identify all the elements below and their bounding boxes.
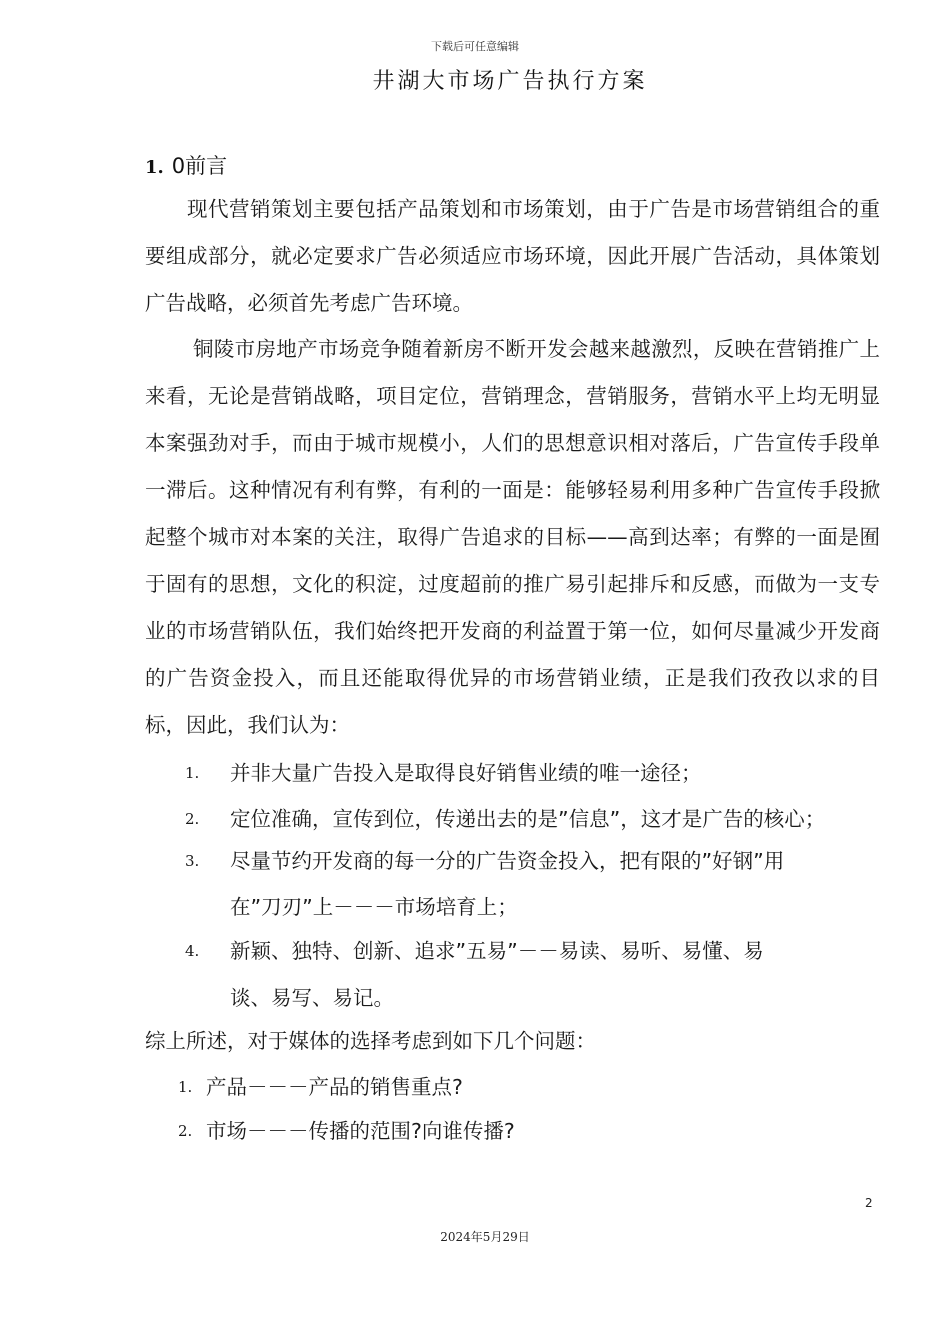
list-number: 3. bbox=[185, 852, 200, 870]
paragraph-intro: 现代营销策划主要包括产品策划和市场策划，由于广告是市场营销组合的重要组成部分，就必定要求广告必须适应市场环境，因此开展广告活动，具体策划广告战略，必须首先考虑广告环境。 bbox=[145, 197, 880, 315]
list-text: 并非大量广告投入是取得良好销售业绩的唯一途径； bbox=[230, 761, 702, 785]
list-number: 2. bbox=[185, 810, 200, 828]
list-text: 定位准确，宣传到位，传递出去的是”信息”，这才是广告的核心； bbox=[230, 807, 826, 831]
page-number: 2 bbox=[865, 1196, 873, 1210]
section-heading bbox=[145, 150, 227, 180]
list-text: 新颖、独特、创新、追求”五易”－－易读、易听、易懂、易 bbox=[230, 939, 764, 963]
document-title: 井湖大市场广告执行方案 bbox=[372, 69, 648, 94]
list-text: 尽量节约开发商的每一分的广告资金投入，把有限的”好钢”用 bbox=[230, 849, 785, 873]
summary-text: 综上所述，对于媒体的选择考虑到如下几个问题： bbox=[145, 1029, 596, 1053]
section-label: 0前言 bbox=[171, 154, 228, 178]
list-number: 2. bbox=[178, 1122, 193, 1140]
footer-date: 2024年5月29日 bbox=[440, 1230, 530, 1244]
list-text: 在”刀刃”上－－－市场培育上； bbox=[230, 895, 518, 919]
list-text: 市场－－－传播的范围?向谁传播? bbox=[206, 1119, 515, 1143]
section-number: 1. bbox=[145, 157, 164, 178]
header-note: 下载后可任意编辑 bbox=[431, 40, 519, 53]
list-text: 产品－－－产品的销售重点? bbox=[206, 1075, 463, 1099]
list-text: 谈、易写、易记。 bbox=[230, 986, 394, 1010]
list-number: 1. bbox=[178, 1078, 193, 1096]
list-number: 4. bbox=[185, 942, 200, 960]
paragraph-market: 铜陵市房地产市场竞争随着新房不断开发会越来越激烈，反映在营销推广上来看，无论是营销战略，项目定位，营销理念，营销服务，营销水平上均无明显本案强劲对手，而由于城市规模小，人们的思想意识相对落后，广告宣传手段单一滞后。这种情况有利有弊，有利的一面是：能够轻易利用多种广告宣传手段掀起整个城市对本案的关注，取得广告追求的目标——高到达率；有弊的一面是囿于固有的思想，文化的积淀，过度超前的推广易引起排斥和反感，而做为一支专业的市场营销队伍，我们始终把开发商的利益置于第一位，如何尽量减少开发商的广告资金投入，而且还能取得优异的市场营销业绩，正是我们孜孜以求的目标，因此，我们认为： bbox=[145, 337, 880, 737]
list-number: 1. bbox=[185, 764, 200, 782]
